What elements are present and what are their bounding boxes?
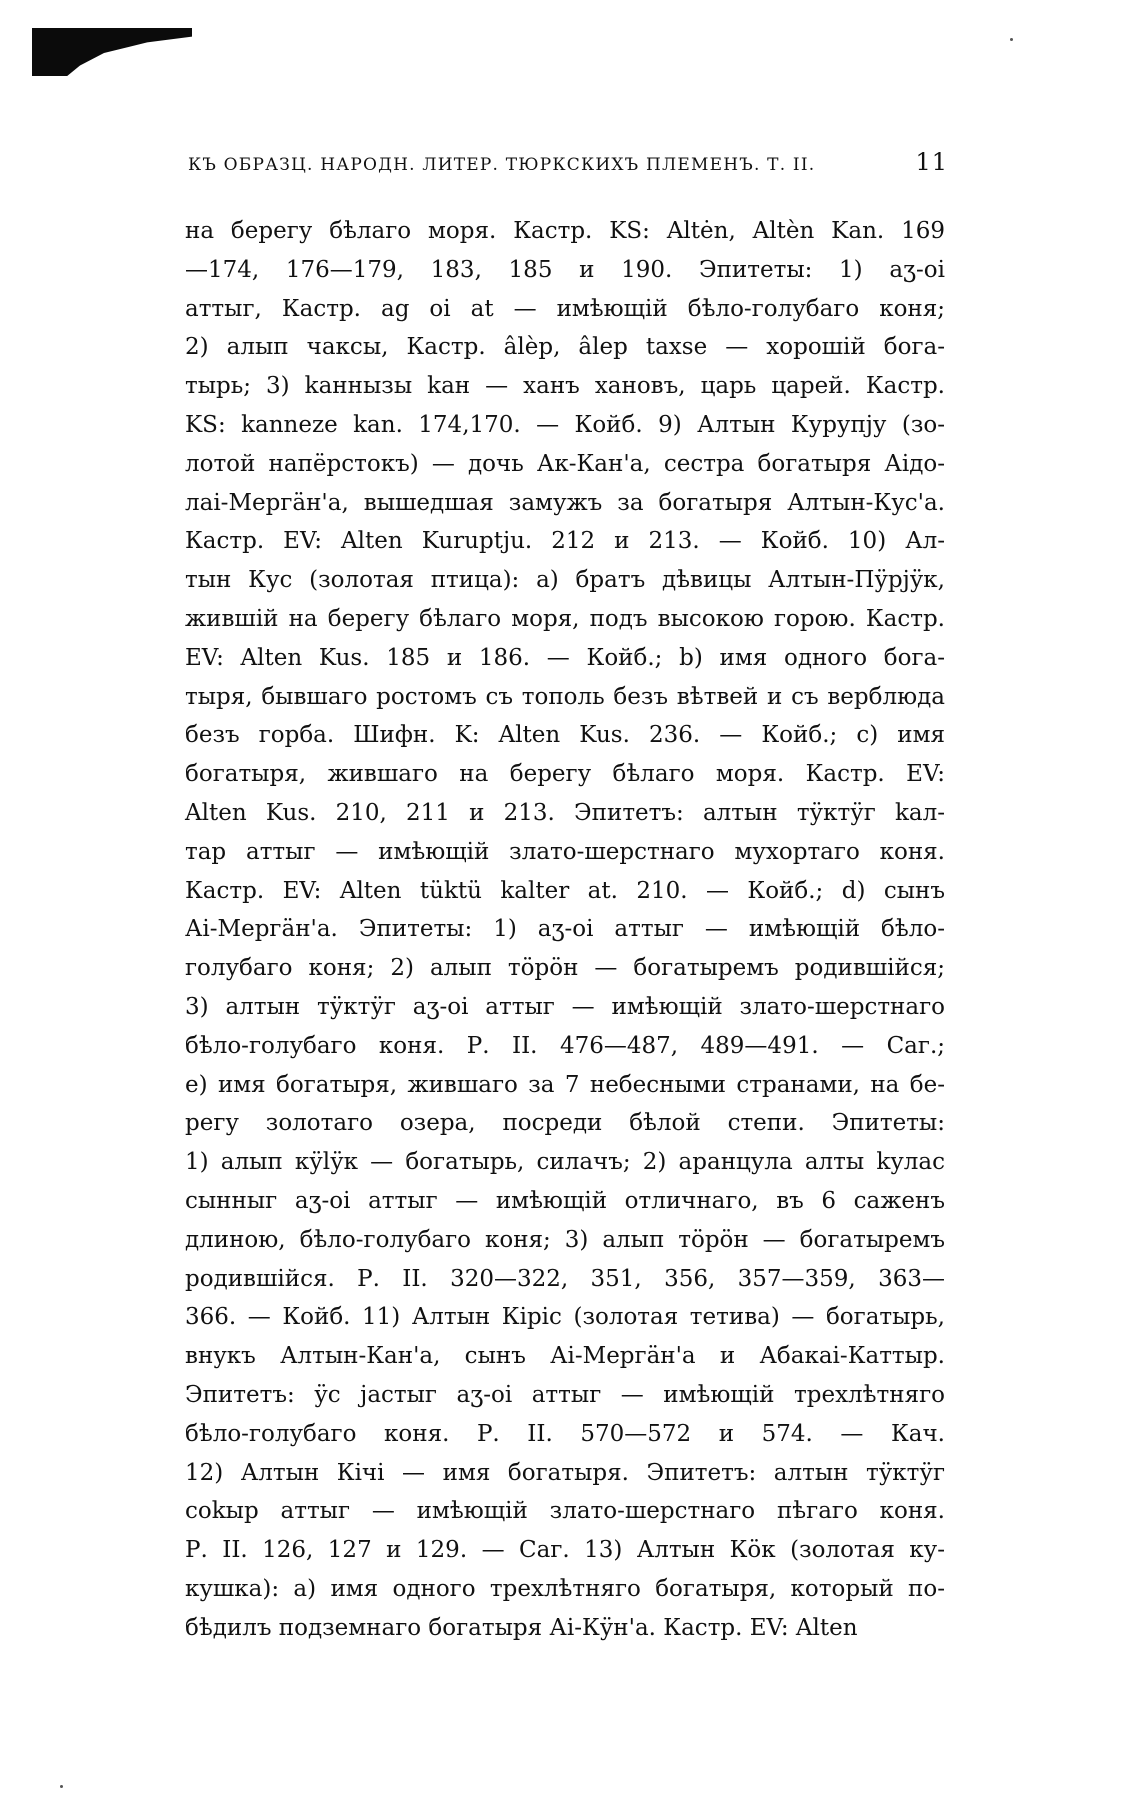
text-line: регу золотаго озера, посреди бѣлой степи. Эпитеты: bbox=[185, 1110, 945, 1137]
text-line: —174, 176—179, 183, 185 и 190. Эпитеты: 1) аӡ-оі bbox=[185, 256, 945, 283]
text-line: Кастр. EV: Alten Kuruptju. 212 и 213. — Койб. 10) Ал- bbox=[185, 528, 945, 555]
text-line: богатыря, жившаго на берегу бѣлаго моря. Кастр. EV: bbox=[185, 761, 945, 788]
text-line: лаі-Мергäн'а, вышедшая замужъ за богатыря Алтын-Кус'а. bbox=[185, 489, 945, 516]
text-line: 1) алып кӱlӱк — богатырь, силачъ; 2) аранцула алты kулас bbox=[185, 1149, 945, 1176]
text-line: Р. II. 126, 127 и 129. — Саг. 13) Алтын Кöк (золотая ку- bbox=[185, 1537, 945, 1564]
text-line: 12) Алтын Кічі — имя богатыря. Эпитетъ: алтын тӱктӱг bbox=[185, 1459, 945, 1486]
text-line: соkыр аттыг — имѣющій злато-шерстнаго пѣгаго коня. bbox=[185, 1498, 945, 1525]
text-line: Alten Kus. 210, 211 и 213. Эпитетъ: алтын тӱктӱг kал- bbox=[185, 799, 945, 826]
text-line: бѣдилъ подземнаго богатыря Аі-Кӱн'а. Кастр. EV: Alten bbox=[185, 1614, 858, 1641]
page-body bbox=[185, 212, 945, 1647]
text-line: 3) алтын тӱктӱг аӡ-оі аттыг — имѣющій злато-шерстнаго bbox=[185, 993, 945, 1020]
text-line: аттыг, Кастр. ag oi at — имѣющій бѣло-голубаго коня; bbox=[185, 295, 945, 322]
text-line: тырь; 3) kаннызы kан — ханъ хановъ, царь царей. Кастр. bbox=[185, 373, 945, 400]
text-line: KS: kanneze kan. 174,170. — Койб. 9) Алтын Курупју (зо- bbox=[185, 411, 945, 438]
text-line: безъ горба. Шифн. K: Alten Kus. 236. — Койб.; с) имя bbox=[185, 722, 945, 749]
text-line: Кастр. EV: Alten tüktü kalter at. 210. — Койб.; d) сынъ bbox=[185, 877, 945, 904]
text-line: 2) алып чаксы, Кастр. âlèp, âlep taxse — хорошій бога- bbox=[185, 334, 945, 361]
scan-ink-mark bbox=[32, 28, 192, 76]
text-line: тыря, бывшаго ростомъ съ тополь безъ вѣтвей и съ верблюда bbox=[185, 683, 945, 710]
text-line: жившій на берегу бѣлаго моря, подъ высокою горою. Кастр. bbox=[185, 605, 945, 632]
text-line: длиною, бѣло-голубаго коня; 3) алып тöрöн — богатыремъ bbox=[185, 1226, 945, 1253]
text-line: е) имя богатыря, жившаго за 7 небесными странами, на бе- bbox=[185, 1071, 945, 1098]
text-line: кушка): а) имя одного трехлѣтняго богатыря, который по- bbox=[185, 1575, 945, 1602]
text-line: тын Кус (золотая птица): а) братъ дѣвицы Алтын-Пӱрјӱк, bbox=[185, 567, 945, 594]
text-line: Аі-Мергäн'а. Эпитеты: 1) аӡ-оі аттыг — имѣющій бѣло- bbox=[185, 916, 945, 943]
scan-speck bbox=[60, 1785, 63, 1788]
text-line: бѣло-голубаго коня. Р. II. 570—572 и 574. — Кач. bbox=[185, 1420, 945, 1447]
text-line: родившійся. Р. II. 320—322, 351, 356, 357—359, 363— bbox=[185, 1265, 945, 1292]
scan-speck bbox=[1010, 38, 1013, 41]
text-line: тар аттыг — имѣющій злато-шерстнаго мухортаго коня. bbox=[185, 838, 945, 865]
text-line: 366. — Койб. 11) Алтын Кіріс (золотая тетива) — богатырь, bbox=[185, 1304, 945, 1331]
text-line: голубаго коня; 2) алып тöрöн — богатыремъ родившійся; bbox=[185, 955, 945, 982]
text-line: сынныг аӡ-оі аттыг — имѣющій отличнаго, въ 6 саженъ bbox=[185, 1187, 945, 1214]
running-title: КЪ ОБРАЗЦ. НАРОДН. ЛИТЕР. ТЮРКСКИХЪ ПЛЕМЕНЪ. Т. II. bbox=[188, 155, 816, 175]
text-line: внукъ Алтын-Кан'а, сынъ Аі-Мергäн'а и Абакаі-Каттыр. bbox=[185, 1343, 945, 1370]
running-head bbox=[188, 148, 948, 176]
text-line: Эпитетъ: ӱс јастыг аӡ-оі аттыг — имѣющій трехлѣтняго bbox=[185, 1381, 945, 1408]
text-line: EV: Alten Kus. 185 и 186. — Койб.; b) имя одного бога- bbox=[185, 644, 945, 671]
text-line: лотой напёрстокъ) — дочь Ак-Кан'а, сестра богатыря Аідо- bbox=[185, 450, 945, 477]
page-number: 11 bbox=[915, 148, 948, 176]
text-line: бѣло-голубаго коня. Р. II. 476—487, 489—491. — Саг.; bbox=[185, 1032, 945, 1059]
text-line: на берегу бѣлаго моря. Кастр. KS: Altėn, Altèn Kan. 169 bbox=[185, 218, 945, 244]
